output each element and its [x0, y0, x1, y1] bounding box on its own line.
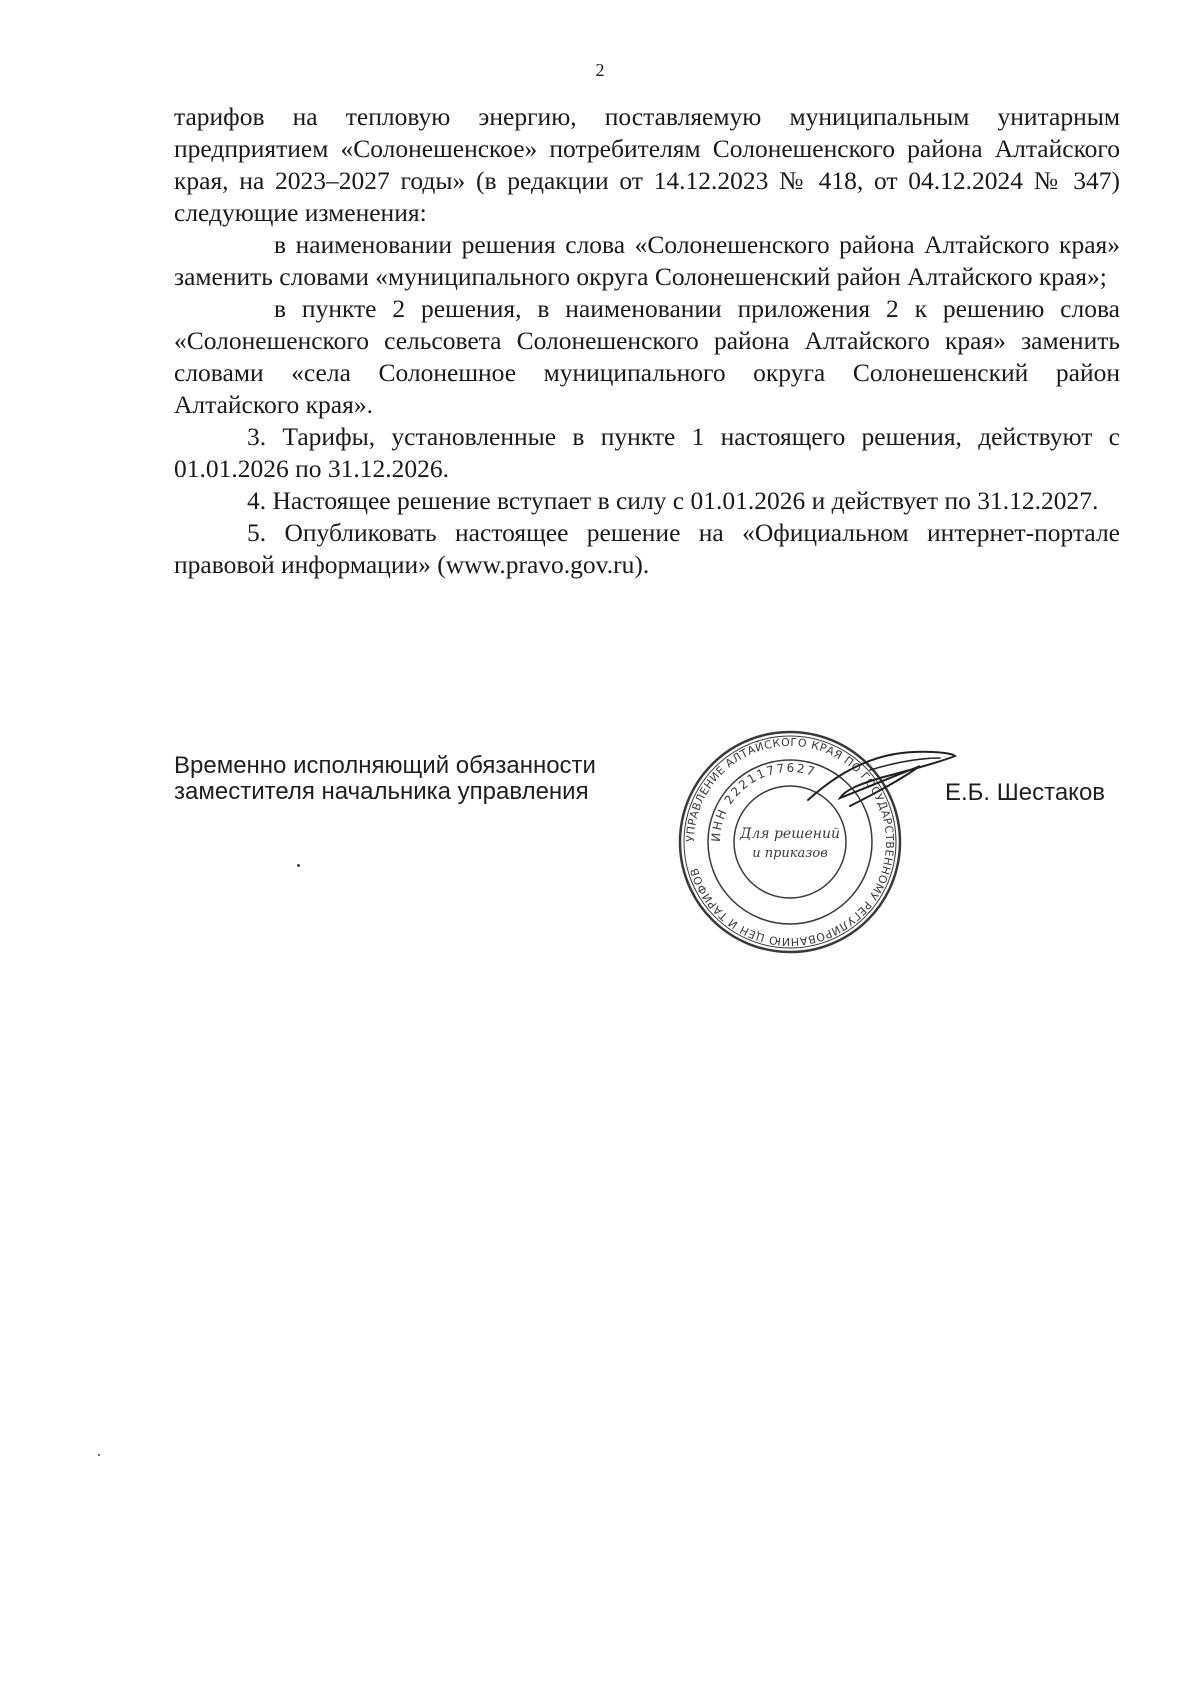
stamp-center-line2: и приказов: [752, 846, 828, 861]
handwritten-signature: [800, 740, 960, 820]
scan-speck: [297, 864, 300, 867]
signatory-position-line1: Временно исполняющий обязанности: [174, 752, 596, 779]
stamp-inn-text: ИНН 2221177627: [708, 760, 819, 843]
paragraph-amendment-1: в наименовании решения слова «Солонешенского района Алтайского края» заменить словами «муниципального округа Солонешенский район Алтайского края»;: [174, 230, 1120, 291]
signatory-position: [174, 753, 596, 805]
paragraph-amendment-2: в пункте 2 решения, в наименовании приложения 2 к решению слова «Солонешенского сельсовета Солонешенского района Алтайского края» заменить словами «села Солонешное муниципального округа Солонешенский район Алтайского края».: [174, 294, 1120, 419]
paragraph-intro: тарифов на тепловую энергию, поставляемую муниципальным унитарным предприятием «Солонешенское» потребителям Солонешенского района Алтайского края, на 2023–2027 годы» (в редакции от 14.12.2023 № 418, от 04.12.2024 № 347) следующие изменения:: [174, 102, 1120, 227]
document-body: [174, 101, 1120, 581]
paragraph-item-3: 3. Тарифы, установленные в пункте 1 настоящего решения, действуют с 01.01.2026 по 31.12.2026.: [174, 422, 1120, 483]
stamp-center-line1: Для решений: [739, 826, 841, 842]
signatory-name: Е.Б. Шестаков: [945, 779, 1106, 806]
signatory-position-line2: заместителя начальника управления: [174, 778, 589, 805]
scan-speck: [98, 1454, 100, 1456]
page-number: 2: [595, 60, 605, 80]
paragraph-item-5: 5. Опубликовать настоящее решение на «Официальном интернет-портале правовой информации» (www.pravo.gov.ru).: [174, 518, 1120, 579]
paragraph-item-4: 4. Настоящее решение вступает в силу с 01.01.2026 и действует по 31.12.2027.: [247, 486, 1099, 515]
stamp-outer-text: УПРАВЛЕНИЕ АЛТАЙСКОГО КРАЯ ПО ГОСУДАРСТВЕННОМУ РЕГУЛИРОВАНИЮ ЦЕН И ТАРИФОВ: [683, 735, 897, 949]
